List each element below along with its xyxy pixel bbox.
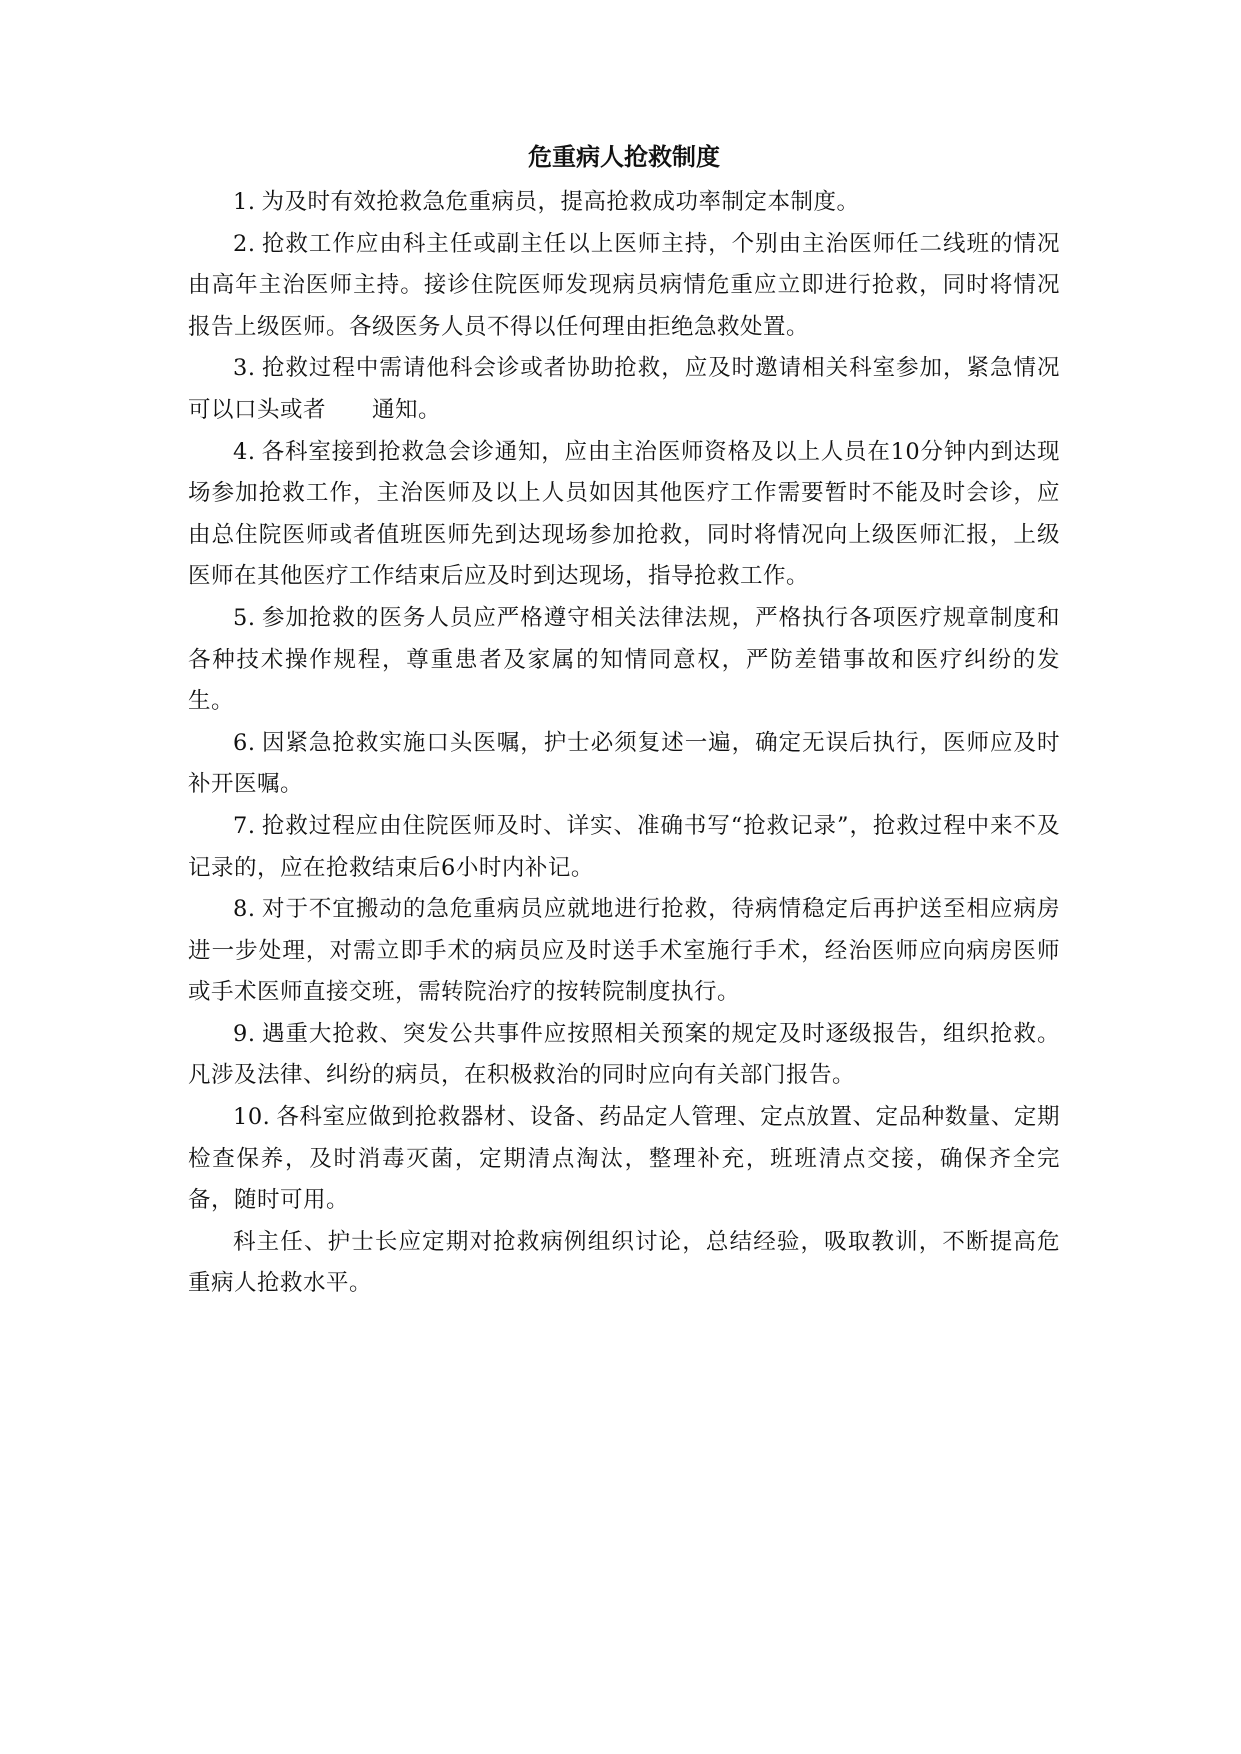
paragraph-closing (188, 1222, 1060, 1305)
paragraph-2 (188, 224, 1060, 349)
document-body (188, 140, 1060, 1305)
paragraph-number: 7. (233, 812, 256, 839)
paragraph-text: 抢救过程应由住院医师及时、详实、准确书写“抢救记录”，抢救过程中来不及记录的，应在抢救结束后6小时内补记。 (188, 812, 1060, 881)
paragraph-3 (188, 348, 1060, 431)
paragraph-text: 各科室应做到抢救器材、设备、药品定人管理、定点放置、定品种数量、定期检查保养，及时消毒灭菌，定期清点淘汰，整理补充，班班清点交接，确保齐全完备，随时可用。 (188, 1104, 1060, 1214)
paragraph-text: 对于不宜搬动的急危重病员应就地进行抢救，待病情稳定后再护送至相应病房进一步处理，对需立即手术的病员应及时送手术室施行手术，经治医师应向病房医师或手术医师直接交班，需转院治疗的按转院制度执行。 (188, 896, 1060, 1006)
paragraph-text: 遇重大抢救、突发公共事件应按照相关预案的规定及时逐级报告，组织抢救。凡涉及法律、纠纷的病员，在积极救治的同时应向有关部门报告。 (188, 1020, 1060, 1089)
paragraph-1 (188, 182, 1060, 224)
paragraph-number: 3. (233, 355, 256, 382)
paragraph-number: 9. (233, 1020, 256, 1047)
paragraph-4 (188, 432, 1060, 598)
paragraph-number: 2. (233, 230, 256, 257)
paragraph-9 (188, 1014, 1060, 1097)
paragraph-text: 抢救工作应由科主任或副主任以上医师主持，个别由主治医师任二线班的情况由高年主治医师主持。接诊住院医师发现病员病情危重应立即进行抢救，同时将情况报告上级医师。各级医务人员不得以任何理由拒绝急救处置。 (188, 230, 1060, 340)
paragraph-text: 因紧急抢救实施口头医嘱，护士必须复述一遍，确定无误后执行，医师应及时补开医嘱。 (188, 729, 1060, 798)
paragraph-number: 1. (233, 189, 256, 215)
paragraph-number: 8. (233, 896, 256, 923)
paragraph-text: 各科室接到抢救急会诊通知，应由主治医师资格及以上人员在10分钟内到达现场参加抢救工作，主治医师及以上人员如因其他医疗工作需要暂时不能及时会诊，应由总住院医师或者值班医师先到达现场参加抢救，同时将情况向上级医师汇报，上级医师在其他医疗工作结束后应及时到达现场，指导抢救工作。 (188, 438, 1060, 590)
paragraph-number: 4. (233, 438, 256, 465)
paragraph-5 (188, 598, 1060, 723)
paragraph-6 (188, 723, 1060, 806)
paragraph-10 (188, 1097, 1060, 1222)
paragraph-text: 为及时有效抢救急危重病员，提高抢救成功率制定本制度。 (261, 189, 860, 215)
paragraph-8 (188, 889, 1060, 1014)
paragraph-number: 6. (233, 729, 256, 756)
paragraph-text: 科主任、护士长应定期对抢救病例组织讨论，总结经验，吸取教训，不断提高危重病人抢救水平。 (188, 1228, 1060, 1297)
paragraph-number: 10. (233, 1104, 271, 1131)
paragraph-7 (188, 806, 1060, 889)
document-title: 危重病人抢救制度 (528, 142, 720, 171)
paragraph-text: 参加抢救的医务人员应严格遵守相关法律法规，严格执行各项医疗规章制度和各种技术操作规程，尊重患者及家属的知情同意权，严防差错事故和医疗纠纷的发生。 (188, 604, 1060, 715)
paragraph-text: 抢救过程中需请他科会诊或者协助抢救，应及时邀请相关科室参加，紧急情况可以口头或者 通知。 (188, 355, 1060, 423)
paragraph-number: 5. (233, 604, 256, 631)
